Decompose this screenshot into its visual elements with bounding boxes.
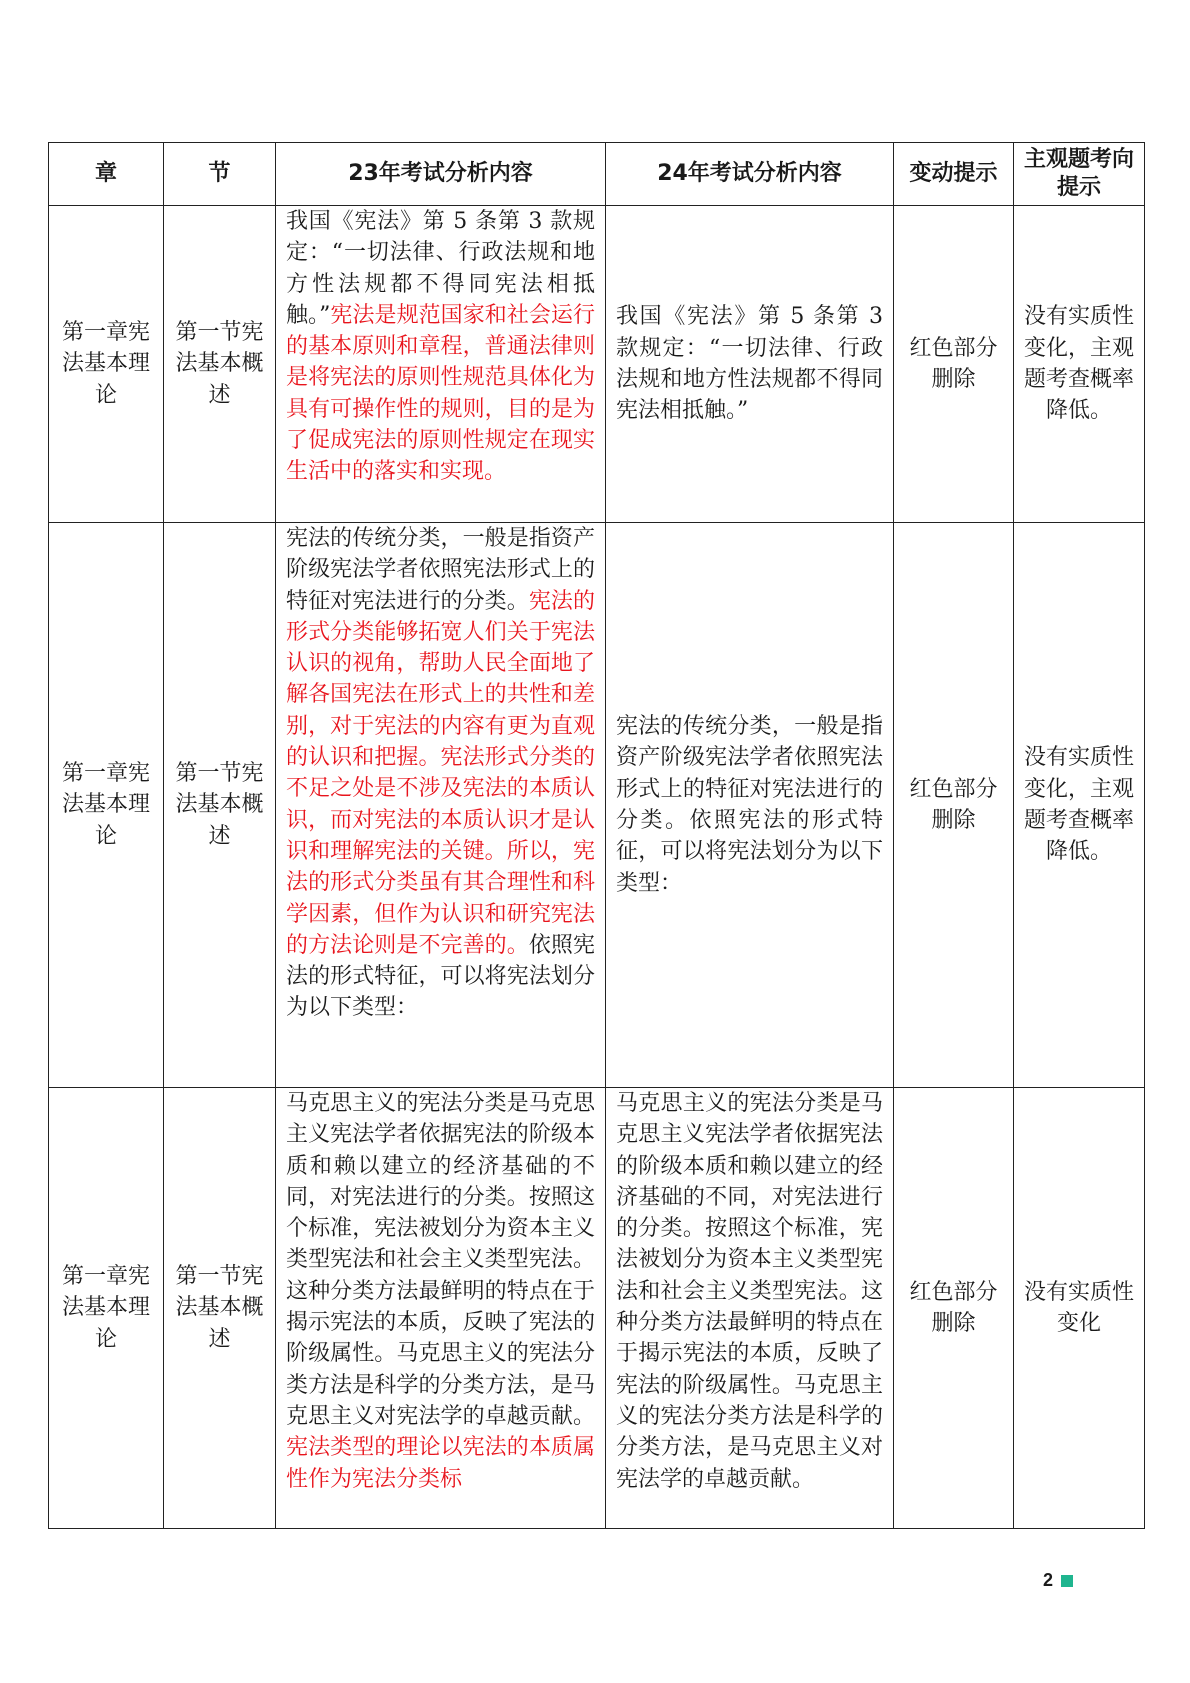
table-row [49,1088,1145,1529]
cell-subjective-tip: 没有实质性变化 [1014,1088,1145,1529]
page-marker-square [1061,1575,1073,1587]
table-row [49,206,1145,523]
page-number-text: 2 [1043,1570,1054,1590]
header-subjective-tip: 主观题考向提示 [1014,143,1145,206]
content-23-normal: 马克思主义的宪法分类是马克思主义宪法学者依据宪法的阶级本质和赖以建立的经济基础的不同，对宪法进行的分类。按照这个标准，宪法被划分为资本主义类型宪法和社会主义类型宪法。这种分类方法最鲜明的特点在于揭示宪法的本质，反映了宪法的阶级属性。马克思主义的宪法分类方法是科学的分类方法，是马克思主义对宪法学的卓越贡献。 [286,1091,595,1429]
comparison-table [48,142,1145,1529]
header-change-tip: 变动提示 [894,143,1014,206]
cell-content-24: 宪法的传统分类，一般是指资产阶级宪法学者依照宪法形式上的特征对宪法进行的分类。依照宪法的形式特征，可以将宪法划分为以下类型： [606,523,894,1088]
cell-subjective-tip: 没有实质性变化，主观题考查概率降低。 [1014,523,1145,1088]
header-section: 节 [164,143,276,206]
cell-section: 第一节宪法基本概述 [164,523,276,1088]
header-chapter: 章 [49,143,164,206]
cell-change-tip: 红色部分删除 [894,523,1014,1088]
cell-content-23 [276,206,606,523]
content-23-deleted: 宪法类型的理论以宪法的本质属性作为宪法分类标 [286,1435,595,1492]
cell-section: 第一节宪法基本概述 [164,1088,276,1529]
table-row [49,523,1145,1088]
content-23-normal: 我国《宪法》第 5 条第 3 款规定：“一切法律、行政法规和地方性法规都不得同宪法相抵触。” [286,209,595,328]
cell-chapter: 第一章宪法基本理论 [49,1088,164,1529]
cell-change-tip: 红色部分删除 [894,1088,1014,1529]
cell-section: 第一节宪法基本概述 [164,206,276,523]
cell-content-24: 马克思主义的宪法分类是马克思主义宪法学者依据宪法的阶级本质和赖以建立的经济基础的不同，对宪法进行的分类。按照这个标准，宪法被划分为资本主义类型宪法和社会主义类型宪法。这种分类方法最鲜明的特点在于揭示宪法的本质，反映了宪法的阶级属性。马克思主义的宪法分类方法是科学的分类方法，是马克思主义对宪法学的卓越贡献。 [606,1088,894,1529]
header-content-24: 24年考试分析内容 [606,143,894,206]
content-23-deleted: 宪法是规范国家和社会运行的基本原则和章程，普通法律则是将宪法的原则性规范具体化为具有可操作性的规则，目的是为了促成宪法的原则性规定在现实生活中的落实和实现。 [286,302,595,485]
page-number [1043,1570,1073,1591]
header-row [49,143,1145,206]
header-content-23: 23年考试分析内容 [276,143,606,206]
cell-content-23 [276,523,606,1088]
content-23-deleted: 宪法的形式分类能够拓宽人们关于宪法认识的视角，帮助人民全面地了解各国宪法在形式上的共性和差别，对于宪法的内容有更为直观的认识和把握。宪法形式分类的不足之处是不涉及宪法的本质认识，而对宪法的本质认识才是认识和理解宪法的关键。所以，宪法的形式分类虽有其合理性和科学因素，但作为认识和研究宪法的方法论则是不完善的。 [286,588,595,958]
cell-chapter: 第一章宪法基本理论 [49,206,164,523]
cell-subjective-tip: 没有实质性变化，主观题考查概率降低。 [1014,206,1145,523]
content-23-normal: 宪法的传统分类，一般是指资产阶级宪法学者依照宪法形式上的特征对宪法进行的分类。 [286,526,595,614]
content-23-tail: 依照宪法的形式特征，可以将宪法划分为以下类型： [286,932,595,1021]
cell-content-23 [276,1088,606,1529]
cell-change-tip: 红色部分删除 [894,206,1014,523]
cell-content-24: 我国《宪法》第 5 条第 3 款规定：“一切法律、行政法规和地方性法规都不得同宪法相抵触。” [606,206,894,523]
cell-chapter: 第一章宪法基本理论 [49,523,164,1088]
